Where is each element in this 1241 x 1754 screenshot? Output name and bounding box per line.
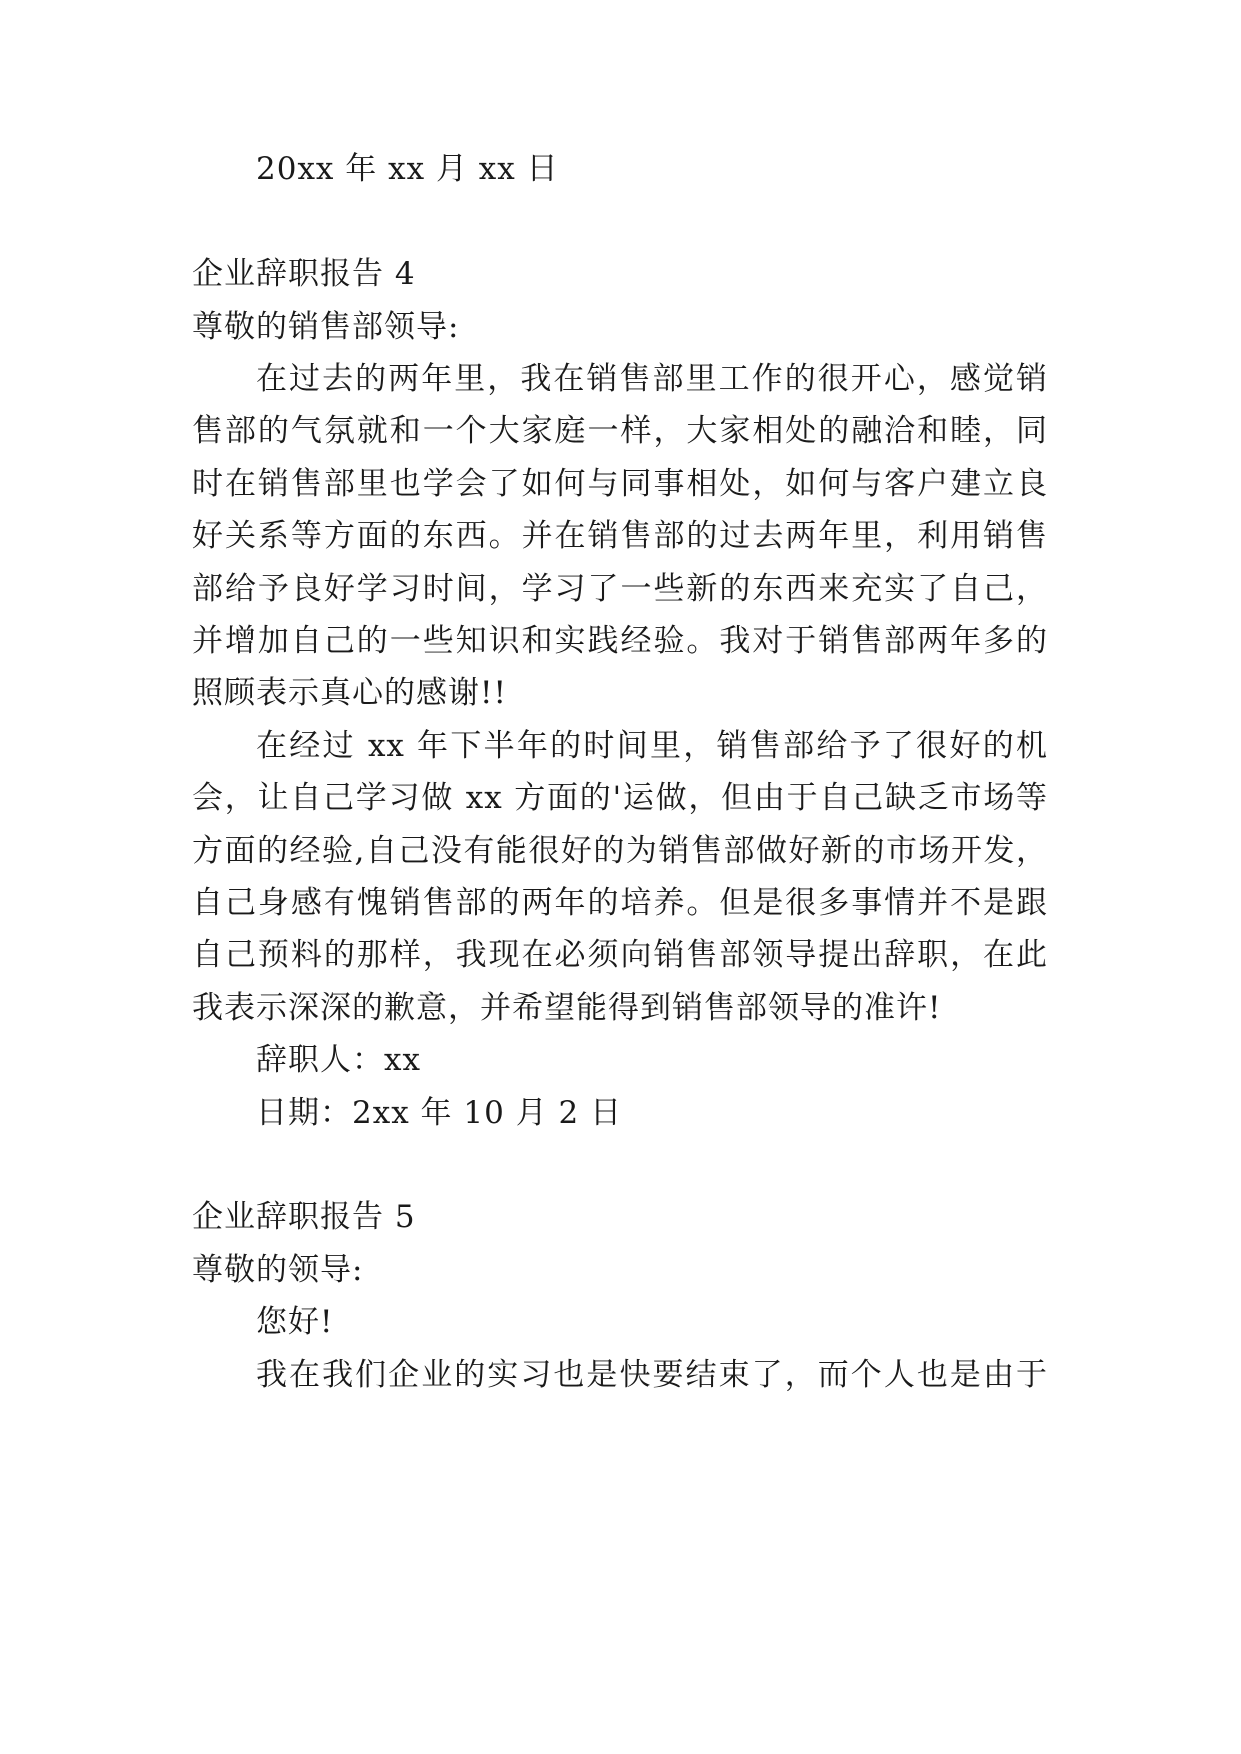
report4-para1-line: 照顾表示真心的感谢!! — [192, 675, 507, 711]
top-date: 20xx 年 xx 月 xx 日 — [256, 151, 559, 187]
report4-para1-line: 在过去的两年里，我在销售部里工作的很开心，感觉销 — [256, 361, 1048, 397]
report4-para2-line: 方面的经验,自己没有能很好的为销售部做好新的市场开发， — [192, 833, 1048, 869]
report5-para1-line: 我在我们企业的实习也是快要结束了，而个人也是由于 — [256, 1357, 1048, 1393]
report4-para2-line: 会，让自己学习做 xx 方面的'运做，但由于自己缺乏市场等 — [192, 780, 1048, 816]
report5-greeting: 您好! — [256, 1304, 334, 1340]
report4-para1-line: 部给予良好学习时间，学习了一些新的东西来充实了自己， — [192, 571, 1048, 607]
report4-para2-line: 我表示深深的歉意，并希望能得到销售部领导的准许! — [192, 990, 942, 1026]
report5-title: 企业辞职报告 5 — [192, 1199, 416, 1235]
report4-para2-line: 自己身感有愧销售部的两年的培养。但是很多事情并不是跟 — [192, 885, 1048, 921]
report5-salutation: 尊敬的领导: — [192, 1252, 364, 1288]
report4-title: 企业辞职报告 4 — [192, 256, 416, 292]
report4-para1-line: 并增加自己的一些知识和实践经验。我对于销售部两年多的 — [192, 623, 1048, 659]
report4-para1-line: 售部的气氛就和一个大家庭一样，大家相处的融洽和睦，同 — [192, 413, 1048, 449]
report4-date: 日期：2xx 年 10 月 2 日 — [256, 1095, 623, 1131]
report4-salutation: 尊敬的销售部领导: — [192, 309, 460, 345]
report4-para2-line: 自己预料的那样，我现在必须向销售部领导提出辞职，在此 — [192, 937, 1048, 973]
report4-para2-line: 在经过 xx 年下半年的时间里，销售部给予了很好的机 — [256, 728, 1048, 764]
report4-para1-line: 好关系等方面的东西。并在销售部的过去两年里，利用销售 — [192, 518, 1048, 554]
report4-signer: 辞职人：xx — [256, 1042, 421, 1078]
report4-para1-line: 时在销售部里也学会了如何与同事相处，如何与客户建立良 — [192, 466, 1048, 502]
